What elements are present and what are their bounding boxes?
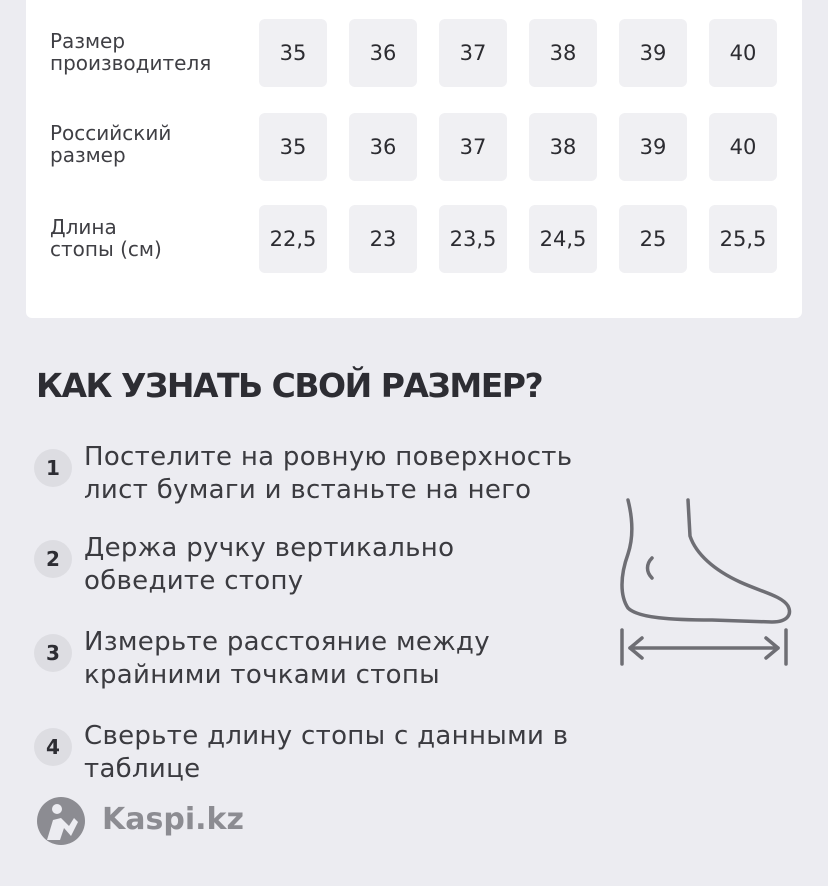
step-number-badge: 2	[34, 540, 72, 578]
kaspi-logo-icon	[36, 796, 86, 846]
row-label-line: размер	[50, 143, 126, 167]
step-text-line: Держа ручку вертикально	[84, 533, 455, 563]
size-cell: 36	[349, 113, 417, 181]
step-number-badge: 3	[34, 634, 72, 672]
size-cell: 39	[619, 113, 687, 181]
step-text	[84, 626, 490, 692]
size-cell: 40	[709, 113, 777, 181]
size-cell: 37	[439, 19, 507, 87]
size-cell: 25	[619, 205, 687, 273]
step-text	[84, 532, 454, 598]
step-text-line: таблице	[84, 754, 201, 784]
size-cell: 38	[529, 19, 597, 87]
row-label-line: производителя	[50, 51, 212, 75]
row-label-line: Размер	[50, 29, 126, 53]
size-cell: 35	[259, 19, 327, 87]
row-label-line: Длина	[50, 215, 117, 239]
size-cell: 22,5	[259, 205, 327, 273]
step-text-line: обведите стопу	[84, 566, 304, 596]
step-text-line: лист бумаги и встаньте на него	[84, 475, 532, 505]
row-label-foot-length	[50, 216, 250, 260]
foot-measure-icon	[612, 496, 796, 668]
size-cell: 38	[529, 113, 597, 181]
row-label-line: Российский	[50, 121, 172, 145]
size-cell: 37	[439, 113, 507, 181]
size-cell: 25,5	[709, 205, 777, 273]
row-label-manufacturer-size	[50, 30, 250, 74]
step-text-line: Измерьте расстояние между	[84, 627, 490, 657]
size-cell: 24,5	[529, 205, 597, 273]
step-number-badge: 1	[34, 449, 72, 487]
step-text	[84, 441, 572, 507]
size-cell: 39	[619, 19, 687, 87]
step-text-line: крайними точками стопы	[84, 660, 441, 690]
kaspi-brand-text: Kaspi.kz	[102, 802, 244, 837]
size-cell: 35	[259, 113, 327, 181]
row-label-line: стопы (см)	[50, 237, 162, 261]
size-cell: 40	[709, 19, 777, 87]
step-text-line: Постелите на ровную поверхность	[84, 442, 573, 472]
guide-title: КАК УЗНАТЬ СВОЙ РАЗМЕР?	[36, 366, 543, 405]
size-cell: 23	[349, 205, 417, 273]
step-text-line: Сверьте длину стопы с данными в	[84, 721, 569, 751]
size-cell: 23,5	[439, 205, 507, 273]
step-number-badge: 4	[34, 728, 72, 766]
size-table	[26, 0, 802, 318]
size-cell: 36	[349, 19, 417, 87]
step-text	[84, 720, 568, 786]
row-label-russian-size	[50, 122, 250, 166]
